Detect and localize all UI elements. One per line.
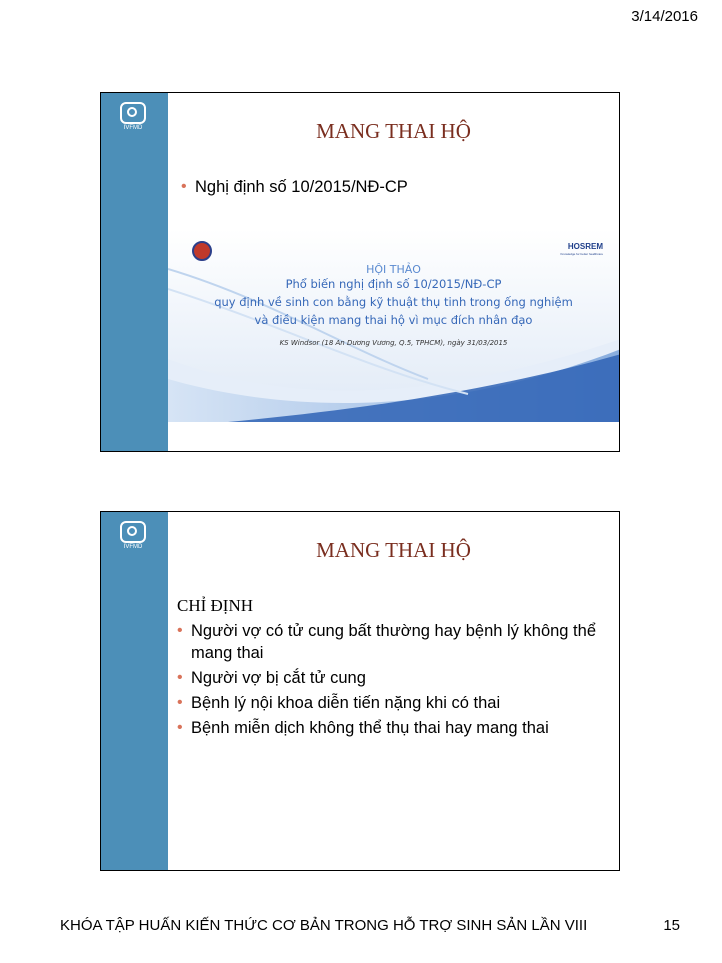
page-number: 15 [663,917,680,934]
logo-text: IVFMD [123,125,143,131]
slide-subheading: CHỈ ĐỊNH [177,596,254,615]
slide-2 [100,511,620,871]
list-item: • Bệnh lý nội khoa diễn tiến nặng khi có thai [177,692,607,714]
bullet-list [177,620,607,742]
slide-sidebar [101,93,168,451]
logo-circle-icon [127,107,137,117]
banner-heading: HỘI THẢO [366,263,421,276]
ministry-emblem-icon [192,241,212,261]
hosrem-tagline: Knowledge for better healthcare [560,252,603,256]
slide-title: MANG THAI HỘ [316,119,471,143]
list-item: • Người vợ có tử cung bất thường hay bệnh lý không thể mang thai [177,620,607,664]
ivfmd-logo [120,521,146,551]
hosrem-logo: HOSREM [567,242,603,251]
banner-venue: KS Windsor (18 An Dương Vương, Q.5, TPHCM), ngày 31/03/2015 [279,339,508,347]
banner-line-2: quy định về sinh con bằng kỹ thuật thụ tinh trong ống nghiệm [214,295,573,309]
banner-line-1: Phổ biến nghị định số 10/2015/NĐ-CP [285,277,502,291]
slide-sidebar [101,512,168,870]
bullet-list [181,176,408,201]
conference-banner [168,229,619,422]
slide-title: MANG THAI HỘ [316,538,471,562]
ivfmd-logo [120,102,146,132]
list-item: • Bệnh miễn dịch không thể thụ thai hay mang thai [177,717,607,739]
logo-circle-icon [127,526,137,536]
footer-text: KHÓA TẬP HUẤN KIẾN THỨC CƠ BẢN TRONG HỖ TRỢ SINH SẢN LẦN VIII [60,917,588,934]
list-item: • Nghị định số 10/2015/NĐ-CP [181,176,408,198]
list-item: • Người vợ bị cắt tử cung [177,667,607,689]
banner-line-3: và điều kiện mang thai hộ vì mục đích nhân đạo [254,313,533,327]
slide-1 [100,92,620,452]
page-date: 3/14/2016 [631,8,698,25]
logo-text: IVFMD [123,544,143,550]
